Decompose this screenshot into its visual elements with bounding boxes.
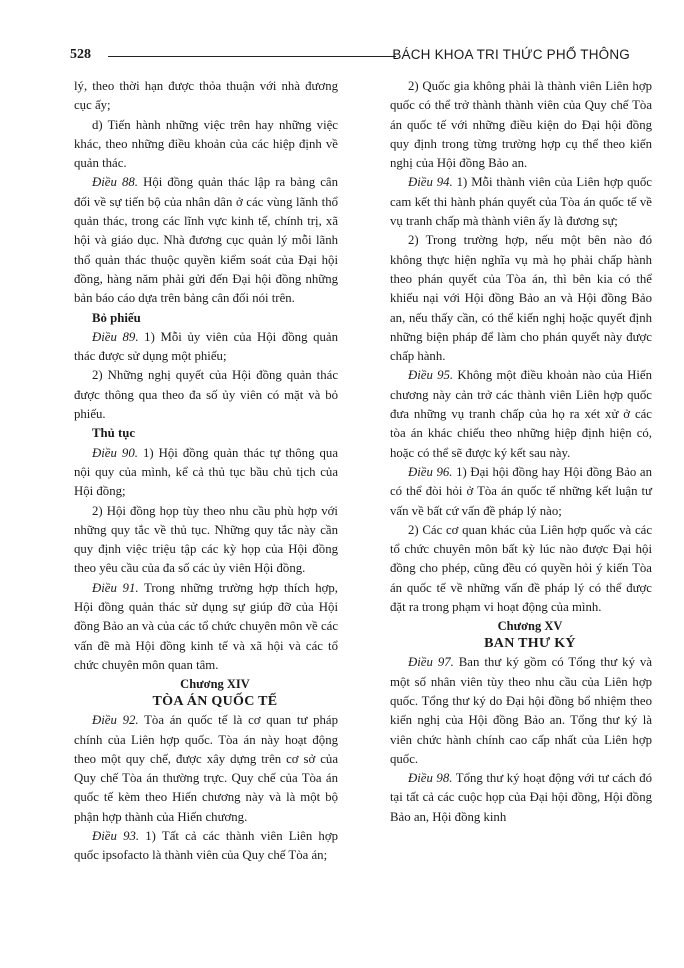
article-label: Điều 92. <box>92 713 139 728</box>
article-text: Không một điều khoản nào của Hiến chương này cản trở các thành viên Liên hợp quốc đưa những vụ tranh chấp của họ ra xét xử ở các tòa án khác chiếu theo những hiệp định hiện có, hoặc có thể sẽ được ký kết sau này. <box>390 368 652 460</box>
right-column <box>390 77 652 827</box>
article-90 <box>74 444 338 502</box>
article-93 <box>74 827 338 866</box>
paragraph: lý, theo thời hạn được thỏa thuận với nhà đương cục ấy; <box>74 79 338 113</box>
page-number: 528 <box>70 47 91 62</box>
article-92 <box>74 711 338 827</box>
paragraph: 2) Hội đồng họp tùy theo nhu cầu phù hợp với những quy tắc về thủ tục. Những quy tắc này cần quy định việc triệu tập các kỳ họp của Hội đồng theo yêu cầu của đa số các ủy viên Hội đồng. <box>74 503 338 576</box>
article-text: Hội đồng quản thác lập ra bảng cân đối về sự tiến bộ của nhân dân ở các vùng lãnh thổ quản thác, trong các lĩnh vực kinh tế, chính trị, xã hội và giáo dục. Nhà đương cục quản lý mỗi lãnh thổ quản thác thuộc quyền kiểm soát của Đại hội đồng, hàng năm phải gửi đến Đại hội đồng những bản báo cáo dựa trên bảng cân đối nói trên. <box>74 175 339 306</box>
article-text: Tổng thư ký hoạt động với tư cách đó tại tất cả các cuộc họp của Đại hội đồng, Hội đồng Bảo an, Hội đồng kinh <box>390 771 652 824</box>
article-88 <box>74 173 338 308</box>
article-text: 1) Mỗi thành viên của Liên hợp quốc cam kết thi hành phán quyết của Tòa án quốc tế về vụ tranh chấp mà thành viên ấy là đương sự; <box>390 175 652 229</box>
article-label: Điều 98. <box>408 771 453 786</box>
article-95 <box>390 366 652 462</box>
article-text: 1) Hội đồng quản thác tự thông qua nội quy của mình, kể cả thủ tục bầu chủ tịch của Hội đồng; <box>74 445 338 499</box>
article-text: Trong những trường hợp thích hợp, Hội đồng quản thác sử dụng sự giúp đỡ của Hội đồng Bảo an và của các tổ chức chuyên môn về các vấn đề mà Hội đồng kinh tế và xã hội và các tổ chức chuyên môn quan tâm. <box>74 580 338 672</box>
article-text: 1) Mỗi ủy viên của Hội đồng quản thác được sử dụng một phiếu; <box>74 329 338 364</box>
paragraph: 2) Các cơ quan khác của Liên hợp quốc và các tổ chức chuyên môn bất kỳ lúc nào được Đại hội đồng cho phép, cũng đều có quyền hỏi ý kiến Tòa án quốc tế về những vấn đề pháp lý có thể được đặt ra trong phạm vi hoạt động của mình. <box>390 522 652 615</box>
article-label: Điều 88. <box>92 175 138 190</box>
section-heading: Bỏ phiếu <box>92 310 141 325</box>
article-label: Điều 94. <box>408 175 453 190</box>
paragraph: d) Tiến hành những việc trên hay những việc khác, theo những điều khoản của các hiệp định về quản thác. <box>74 117 338 171</box>
header-rule <box>108 56 396 57</box>
chapter-number: Chương XIV <box>180 677 250 692</box>
chapter-title: BAN THƯ KÝ <box>484 636 576 652</box>
paragraph: 2) Quốc gia không phải là thành viên Liên hợp quốc có thể trở thành thành viên của Quy chế Tòa án quốc tế với những điều kiện do Đại hội đồng quy định trong từng trường hợp cụ thể theo kiến nghị của Hội đồng Bảo an. <box>390 79 652 171</box>
article-label: Điều 93. <box>92 828 140 843</box>
article-text: 1) Tất cả các thành viên Liên hợp quốc ipsofacto là thành viên của Quy chế Tòa án; <box>74 828 339 863</box>
article-label: Điều 95. <box>408 368 454 383</box>
article-label: Điều 91. <box>92 580 139 595</box>
article-89 <box>74 328 338 367</box>
article-text: Tòa án quốc tế là cơ quan tư pháp chính của Liên hợp quốc. Tòa án này hoạt động theo một quy chế, được xây dựng trên cơ sở của Quy chế Tòa án thường trực. Quy chế của Tòa án quốc tế kèm theo Hiến chương này và là một bộ phận hợp thành của Hiến chương. <box>74 713 338 824</box>
article-94 <box>390 173 652 231</box>
chapter-title: TÒA ÁN QUỐC TẾ <box>152 694 278 710</box>
paragraph: 2) Những nghị quyết của Hội đồng quản thác được thông qua theo đa số ủy viên có mặt và bỏ phiếu. <box>74 368 338 422</box>
article-label: Điều 97. <box>408 655 454 670</box>
article-label: Điều 89. <box>92 329 139 344</box>
article-label: Điều 96. <box>408 464 453 479</box>
section-heading: Thủ tục <box>92 426 136 441</box>
chapter-number: Chương XV <box>497 619 563 634</box>
left-column <box>74 77 338 866</box>
article-97 <box>390 653 652 769</box>
running-title: BÁCH KHOA TRI THỨC PHỔ THÔNG <box>392 47 630 62</box>
article-98 <box>390 769 652 827</box>
article-text: 1) Đại hội đồng hay Hội đồng Bảo an có thể đòi hỏi ở Tòa án quốc tế những kết luận tư vấn về bất cứ vấn đề pháp lý nào; <box>390 464 652 518</box>
article-96 <box>390 463 652 521</box>
article-text: Ban thư ký gồm có Tổng thư ký và một số nhân viên tùy theo nhu cầu của Liên hợp quốc. Tổng thư ký do Đại hội đồng bổ nhiệm theo kiến nghị của Hội đồng Bảo an. Tổng thư ký là viên chức hành chính cao cấp nhất của Liên hợp quốc. <box>390 655 653 766</box>
paragraph: 2) Trong trường hợp, nếu một bên nào đó không thực hiện nghĩa vụ mà họ phải chấp hành theo phán quyết của Tòa án, thì bên kia có thể khiếu nại với Hội đồng Bảo an và Hội đồng Bảo an, nếu thấy cần, có thể kiến nghị hoặc quyết định những biện pháp để làm cho phán quyết này được chấp hành. <box>390 233 652 364</box>
article-label: Điều 90. <box>92 445 138 460</box>
page-header <box>70 47 630 69</box>
article-91 <box>74 579 338 675</box>
